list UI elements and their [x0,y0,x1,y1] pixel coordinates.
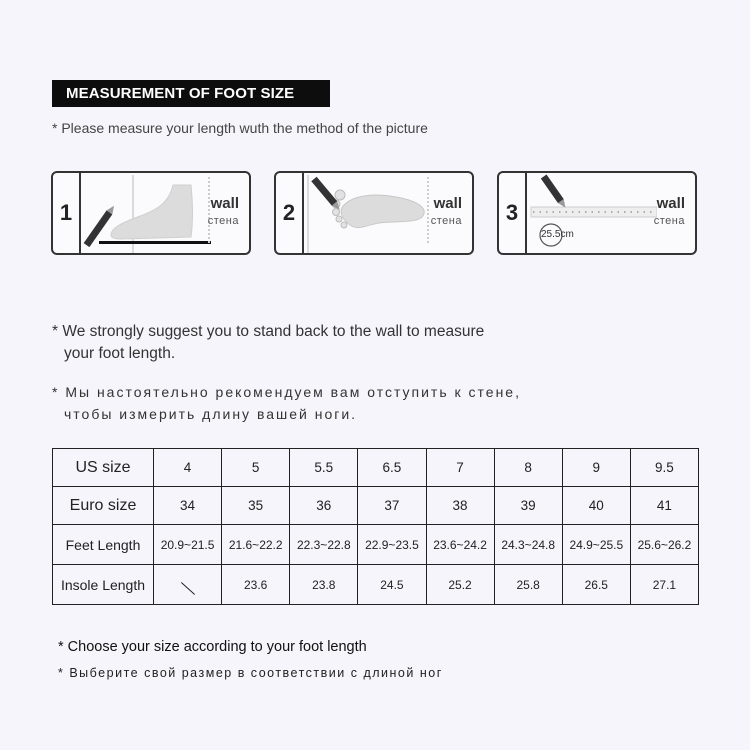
table-row [53,487,699,525]
measure-label: 25.5cm [541,229,574,240]
row-header: Feet Length [53,525,154,565]
wall-label: wall [210,195,239,212]
row-header: Insole Length [53,565,154,605]
table-cell: 22.9~23.5 [358,525,426,565]
table-cell: 23.6 [222,565,290,605]
row-header: Euro size [53,487,154,525]
table-cell: 22.3~22.8 [290,525,358,565]
table-cell: 36 [290,487,358,525]
table-cell: 26.5 [562,565,630,605]
table-row [53,565,699,605]
foot-side-icon [81,173,211,253]
table-row [53,449,699,487]
table-cell: 8 [494,449,562,487]
row-header: US size [53,449,154,487]
step-number: 2 [276,173,304,253]
table-row [53,525,699,565]
table-cell: 27.1 [630,565,698,605]
table-cell: 6.5 [358,449,426,487]
table-cell: 38 [426,487,494,525]
table-cell: 9 [562,449,630,487]
wall-label: wall [433,195,462,212]
table-cell: 5.5 [290,449,358,487]
wall-label: wall [656,195,685,212]
table-cell: 4 [154,449,222,487]
wall-label-ru: стена [430,215,462,227]
table-cell: 20.9~21.5 [154,525,222,565]
table-cell: 25.2 [426,565,494,605]
table-cell: 40 [562,487,630,525]
step-number: 3 [499,173,527,253]
slash-mark [181,582,195,595]
table-cell: 24.3~24.8 [494,525,562,565]
step-3-panel [497,171,697,255]
table-cell: 9.5 [630,449,698,487]
step-2-panel [274,171,474,255]
table-cell: 23.8 [290,565,358,605]
page-title: MEASUREMENT OF FOOT SIZE [52,80,330,107]
wall-label-ru: стена [653,215,685,227]
table-cell: 25.6~26.2 [630,525,698,565]
table-cell: 21.6~22.2 [222,525,290,565]
table-cell: 35 [222,487,290,525]
step-1-panel [51,171,251,255]
choose-note: * Choose your size according to your foot length [58,639,367,655]
table-cell: 5 [222,449,290,487]
wall-label-ru: стена [207,215,239,227]
suggest-note: * We strongly suggest you to stand back to the wall to measure your foot length. [52,323,485,362]
table-cell: 39 [494,487,562,525]
table-cell: 24.5 [358,565,426,605]
table-cell: 24.9~25.5 [562,525,630,565]
choose-note-ru: * Выберите свой размер в соответствии с длиной ног [58,666,443,680]
size-table [52,448,699,605]
table-cell: 41 [630,487,698,525]
step-number: 1 [53,173,81,253]
table-cell: 25.8 [494,565,562,605]
table-cell: 23.6~24.2 [426,525,494,565]
suggest-note-ru: * Мы настоятельно рекомендуем вам отступить к стене, чтобы измерить длину вашей ноги. [52,384,521,422]
table-cell: 37 [358,487,426,525]
table-cell: 34 [154,487,222,525]
pencil-icon [541,175,569,210]
foot-top-icon [304,173,434,253]
ruler-icon [527,173,657,253]
method-note: * Please measure your length wuth the method of the picture [52,120,428,136]
table-cell-empty [154,565,222,605]
table-cell: 7 [426,449,494,487]
